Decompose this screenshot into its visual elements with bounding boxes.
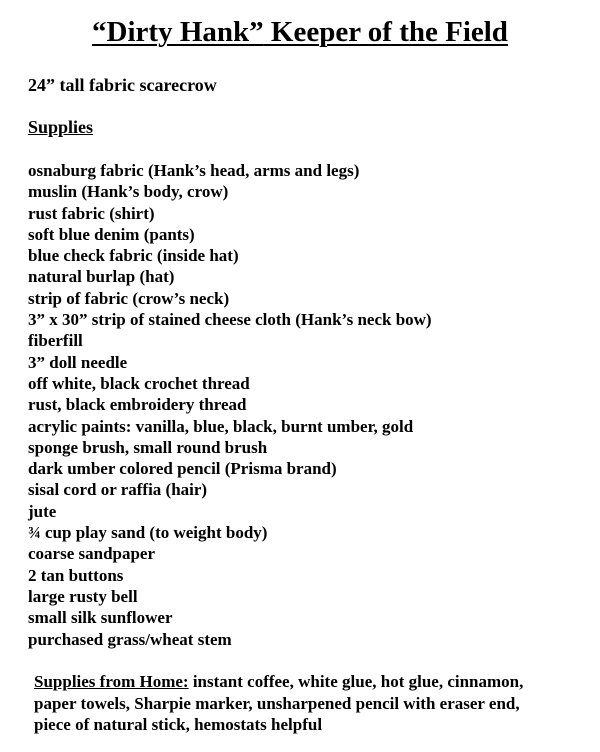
supply-item: large rusty bell xyxy=(28,586,138,606)
supply-item: fiberfill xyxy=(28,331,83,351)
document-title xyxy=(0,14,600,50)
supplies-heading: Supplies xyxy=(28,117,94,137)
supply-item: rust, black embroidery thread xyxy=(28,395,247,415)
supply-item: 3” doll needle xyxy=(28,352,128,372)
supply-item: 3” x 30” strip of stained cheese cloth (Hank’s neck bow) xyxy=(28,310,432,330)
supply-item: jute xyxy=(28,501,57,521)
supply-item: muslin (Hank’s body, crow) xyxy=(28,182,229,202)
supply-item: strip of fabric (crow’s neck) xyxy=(28,288,230,308)
supplies-list xyxy=(28,160,432,650)
supply-item: small silk sunflower xyxy=(28,608,173,628)
title-quoted-name: “Dirty Hank” xyxy=(92,16,264,48)
supply-item: natural burlap (hat) xyxy=(28,267,175,287)
document-subtitle: 24” tall fabric scarecrow xyxy=(28,75,217,95)
home-supplies-line: piece of natural stick, hemostats helpful xyxy=(34,715,323,734)
supply-item: rust fabric (shirt) xyxy=(28,203,155,223)
supply-item: 2 tan buttons xyxy=(28,565,124,585)
home-supplies-text: instant coffee, white glue, hot glue, cinnamon, xyxy=(188,672,524,691)
supply-item: blue check fabric (inside hat) xyxy=(28,246,239,266)
supply-item: sponge brush, small round brush xyxy=(28,437,268,457)
home-supplies-line: paper towels, Sharpie marker, unsharpened pencil with eraser end, xyxy=(34,693,520,713)
home-supplies-paragraph xyxy=(34,671,594,736)
title-rest: Keeper of the Field xyxy=(263,16,508,48)
supply-item: sisal cord or raffia (hair) xyxy=(28,480,208,500)
supply-item: ¾ cup play sand (to weight body) xyxy=(28,523,268,543)
supply-item: acrylic paints: vanilla, blue, black, burnt umber, gold xyxy=(28,416,414,436)
supply-item: coarse sandpaper xyxy=(28,544,156,564)
supply-item: dark umber colored pencil (Prisma brand) xyxy=(28,459,337,479)
supply-item: osnaburg fabric (Hank’s head, arms and legs) xyxy=(28,161,360,180)
home-supplies-line xyxy=(34,671,594,693)
home-supplies-heading: Supplies from Home: xyxy=(34,672,189,691)
supply-item: off white, black crochet thread xyxy=(28,373,250,393)
supply-item: soft blue denim (pants) xyxy=(28,224,195,244)
supply-item: purchased grass/wheat stem xyxy=(28,629,232,649)
